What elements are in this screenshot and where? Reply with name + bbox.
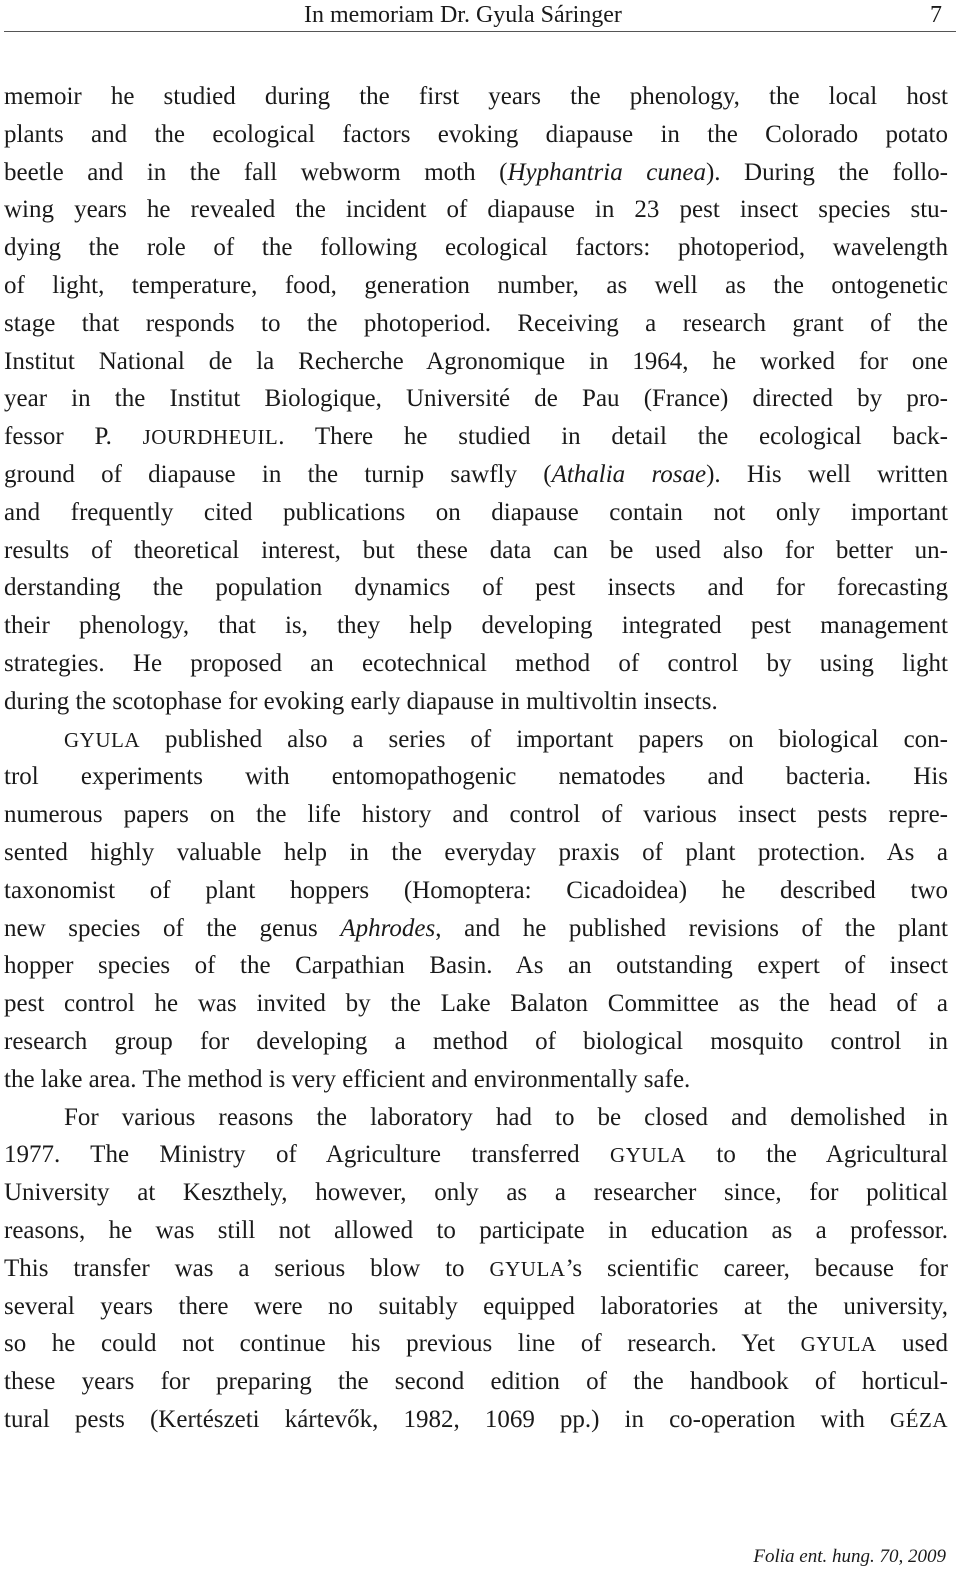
article-body (4, 78, 948, 1439)
text-line: 1977. The Ministry of Agriculture transferred GYULA to the Agricultural (4, 1141, 948, 1169)
text-line: GYULA published also a series of important papers on biological con- (64, 725, 948, 753)
text-line: memoir he studied during the first years the phenology, the local host (4, 83, 948, 110)
species-name: Hyphantria cunea (507, 158, 706, 186)
person-name: GYULA (610, 1143, 687, 1168)
journal-footer: Folia ent. hung. 70, 2009 (753, 1546, 946, 1567)
person-name: GYULA (800, 1332, 877, 1357)
text-line: plants and the ecological factors evoking diapause in the Colorado potato (4, 120, 948, 148)
text-line: sented highly valuable help in the everyday praxis of plant protection. As a (4, 838, 948, 866)
text-line: their phenology, that is, they help developing integrated pest management (4, 612, 948, 640)
species-name: Athalia rosae (551, 460, 707, 488)
person-name: GYULA (489, 1256, 566, 1281)
text-line: reasons, he was still not allowed to participate in education as a professor. (4, 1216, 948, 1244)
text-line: stage that responds to the photoperiod. Receiving a research grant of the (4, 309, 948, 337)
text-line: beetle and in the fall webworm moth (Hyphantria cunea). During the follo- (4, 158, 949, 186)
genus-name: Aphrodes (340, 914, 436, 942)
text-line: fessor P. JOURDHEUIL. There he studied in detail the ecological back- (4, 423, 948, 451)
text-line: new species of the genus Aphrodes, and he published revisions of the plant (4, 914, 948, 942)
text-line: of light, temperature, food, generation number, as well as the ontogenetic (4, 271, 948, 299)
text-line: ground of diapause in the turnip sawfly (Athalia rosae). His well written (4, 460, 948, 488)
text-line: derstanding the population dynamics of pest insects and for forecasting (4, 574, 948, 602)
running-head: In memoriam Dr. Gyula Sáringer (304, 2, 622, 28)
person-name: GYULA (64, 727, 140, 752)
text-line: taxonomist of plant hoppers (Homoptera: Cicadoidea) he described two (4, 876, 948, 904)
text-line: during the scotophase for evoking early diapause in multivoltin insects. (4, 687, 718, 715)
text-line: tural pests (Kertészeti kártevők, 1982, 1069 pp.) in co-operation with GÉZA (4, 1405, 948, 1433)
person-name: JOURDHEUIL (142, 425, 279, 450)
text-line: so he could not continue his previous line of research. Yet GYULA used (4, 1330, 948, 1358)
page-number: 7 (930, 2, 942, 28)
text-line: these years for preparing the second edition of the handbook of horticul- (4, 1368, 948, 1396)
text-line: research group for developing a method of biological mosquito control in (4, 1027, 948, 1055)
text-line: several years there were no suitably equipped laboratories at the university, (4, 1292, 948, 1320)
person-name: GÉZA (890, 1407, 948, 1432)
text-line: This transfer was a serious blow to GYULA’s scientific career, because for (4, 1254, 948, 1282)
text-line: year in the Institut Biologique, Université de Pau (France) directed by pro- (4, 385, 948, 413)
text-line: Institut National de la Recherche Agronomique in 1964, he worked for one (4, 347, 948, 375)
text-line: the lake area. The method is very efficient and environmentally safe. (4, 1065, 691, 1093)
text-line: dying the role of the following ecological factors: photoperiod, wavelength (4, 234, 948, 262)
text-line: wing years he revealed the incident of diapause in 23 pest insect species stu- (4, 196, 948, 224)
text-line: hopper species of the Carpathian Basin. As an outstanding expert of insect (4, 952, 948, 980)
text-line: pest control he was invited by the Lake Balaton Committee as the head of a (4, 990, 948, 1018)
text-line: strategies. He proposed an ecotechnical method of control by using light (4, 649, 948, 677)
text-line: For various reasons the laboratory had to be closed and demolished in (64, 1103, 948, 1131)
text-line: numerous papers on the life history and control of various insect pests repre- (4, 801, 948, 829)
text-line: and frequently cited publications on diapause contain not only important (4, 498, 948, 526)
text-line: trol experiments with entomopathogenic nematodes and bacteria. His (4, 763, 948, 791)
page-header (4, 0, 956, 32)
text-line: University at Keszthely, however, only as a researcher since, for political (4, 1179, 948, 1207)
text-line: results of theoretical interest, but these data can be used also for better un- (4, 536, 948, 564)
